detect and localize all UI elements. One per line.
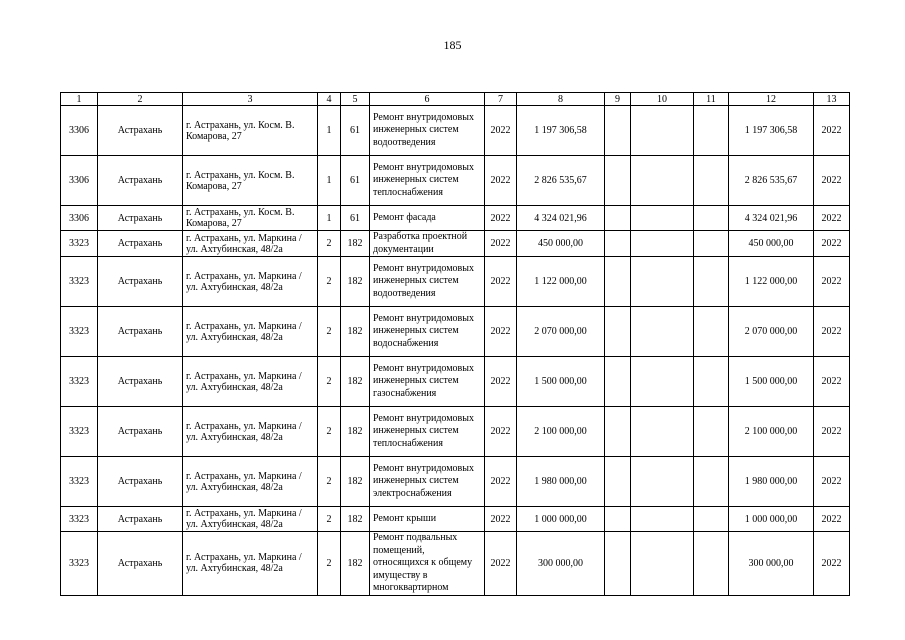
cell-address: г. Астрахань, ул. Косм. В. Комарова, 27	[183, 106, 318, 156]
cell-total: 1 197 306,58	[729, 106, 814, 156]
cell-col10	[631, 257, 694, 307]
cell-col11	[694, 106, 729, 156]
cell-col4: 1	[318, 156, 341, 206]
cell-completion-year: 2022	[814, 357, 850, 407]
cell-col4: 2	[318, 257, 341, 307]
cell-cost: 4 324 021,96	[517, 206, 605, 231]
cell-col10	[631, 457, 694, 507]
cell-col5: 182	[341, 407, 370, 457]
cell-col5: 182	[341, 457, 370, 507]
cell-object-id: 3323	[61, 507, 98, 532]
cell-municipality: Астрахань	[98, 231, 183, 257]
cell-col4: 2	[318, 231, 341, 257]
cell-municipality: Астрахань	[98, 532, 183, 596]
cell-object-id: 3323	[61, 457, 98, 507]
cell-cost: 1 500 000,00	[517, 357, 605, 407]
cell-address: г. Астрахань, ул. Маркина / ул. Ахтубинская, 48/2а	[183, 257, 318, 307]
cell-col4: 2	[318, 457, 341, 507]
column-header-7: 7	[485, 93, 517, 106]
cell-object-id: 3323	[61, 231, 98, 257]
cell-cost: 2 070 000,00	[517, 307, 605, 357]
column-header-1: 1	[61, 93, 98, 106]
table-body	[61, 106, 850, 596]
cell-col5: 182	[341, 257, 370, 307]
cell-address: г. Астрахань, ул. Косм. В. Комарова, 27	[183, 206, 318, 231]
cell-col11	[694, 231, 729, 257]
cell-work-type: Ремонт внутридомовых инженерных систем водоотведения	[370, 106, 485, 156]
cell-col11	[694, 206, 729, 231]
cell-total: 450 000,00	[729, 231, 814, 257]
cell-cost: 1 000 000,00	[517, 507, 605, 532]
column-header-10: 10	[631, 93, 694, 106]
cell-object-id: 3306	[61, 106, 98, 156]
cell-col4: 2	[318, 507, 341, 532]
cell-object-id: 3306	[61, 206, 98, 231]
cell-cost: 2 826 535,67	[517, 156, 605, 206]
cell-completion-year: 2022	[814, 532, 850, 596]
table-row	[61, 407, 850, 457]
cell-col9	[605, 532, 631, 596]
cell-col4: 1	[318, 106, 341, 156]
cell-municipality: Астрахань	[98, 407, 183, 457]
cell-col10	[631, 357, 694, 407]
page-number: 185	[443, 38, 462, 52]
cell-year: 2022	[485, 407, 517, 457]
cell-work-type: Разработка проектной документации	[370, 231, 485, 257]
cell-col5: 182	[341, 532, 370, 596]
cell-address: г. Астрахань, ул. Маркина / ул. Ахтубинская, 48/2а	[183, 532, 318, 596]
cell-work-type: Ремонт крыши	[370, 507, 485, 532]
cell-col5: 182	[341, 307, 370, 357]
cell-cost: 1 980 000,00	[517, 457, 605, 507]
cell-col10	[631, 231, 694, 257]
cell-col11	[694, 156, 729, 206]
cell-col10	[631, 307, 694, 357]
cell-object-id: 3323	[61, 407, 98, 457]
cell-col4: 1	[318, 206, 341, 231]
cell-year: 2022	[485, 457, 517, 507]
cell-year: 2022	[485, 357, 517, 407]
cell-year: 2022	[485, 231, 517, 257]
cell-completion-year: 2022	[814, 231, 850, 257]
cell-col9	[605, 106, 631, 156]
cell-col5: 182	[341, 231, 370, 257]
cell-cost: 450 000,00	[517, 231, 605, 257]
cell-col10	[631, 156, 694, 206]
cell-col10	[631, 507, 694, 532]
cell-total: 2 070 000,00	[729, 307, 814, 357]
cell-col4: 2	[318, 307, 341, 357]
cell-completion-year: 2022	[814, 156, 850, 206]
cell-col9	[605, 257, 631, 307]
cell-year: 2022	[485, 106, 517, 156]
cell-year: 2022	[485, 507, 517, 532]
cell-col5: 61	[341, 156, 370, 206]
cell-col5: 182	[341, 507, 370, 532]
cell-year: 2022	[485, 257, 517, 307]
table-row	[61, 106, 850, 156]
cell-col9	[605, 357, 631, 407]
cell-work-type: Ремонт внутридомовых инженерных систем газоснабжения	[370, 357, 485, 407]
cell-year: 2022	[485, 156, 517, 206]
cell-work-type: Ремонт фасада	[370, 206, 485, 231]
column-header-8: 8	[517, 93, 605, 106]
cell-municipality: Астрахань	[98, 357, 183, 407]
cell-municipality: Астрахань	[98, 156, 183, 206]
cell-col11	[694, 457, 729, 507]
column-header-4: 4	[318, 93, 341, 106]
cell-object-id: 3323	[61, 532, 98, 596]
cell-municipality: Астрахань	[98, 507, 183, 532]
cell-col4: 2	[318, 357, 341, 407]
cell-address: г. Астрахань, ул. Маркина / ул. Ахтубинская, 48/2а	[183, 457, 318, 507]
table-row	[61, 357, 850, 407]
cell-col11	[694, 357, 729, 407]
cell-cost: 1 197 306,58	[517, 106, 605, 156]
cell-total: 1 980 000,00	[729, 457, 814, 507]
cell-completion-year: 2022	[814, 407, 850, 457]
cell-col10	[631, 407, 694, 457]
cell-col10	[631, 106, 694, 156]
cell-col4: 2	[318, 532, 341, 596]
cell-municipality: Астрахань	[98, 257, 183, 307]
cell-col4: 2	[318, 407, 341, 457]
table-row	[61, 231, 850, 257]
cell-object-id: 3323	[61, 257, 98, 307]
column-header-13: 13	[814, 93, 850, 106]
cell-cost: 300 000,00	[517, 532, 605, 596]
table-row	[61, 206, 850, 231]
cell-completion-year: 2022	[814, 106, 850, 156]
cell-year: 2022	[485, 307, 517, 357]
cell-address: г. Астрахань, ул. Маркина / ул. Ахтубинская, 48/2а	[183, 507, 318, 532]
table-row	[61, 532, 850, 596]
cell-completion-year: 2022	[814, 307, 850, 357]
table-row	[61, 156, 850, 206]
column-header-9: 9	[605, 93, 631, 106]
cell-completion-year: 2022	[814, 257, 850, 307]
cell-work-type: Ремонт внутридомовых инженерных систем водоснабжения	[370, 307, 485, 357]
cell-col9	[605, 507, 631, 532]
cell-cost: 2 100 000,00	[517, 407, 605, 457]
cell-col10	[631, 206, 694, 231]
cell-col11	[694, 257, 729, 307]
cell-total: 2 826 535,67	[729, 156, 814, 206]
cell-col9	[605, 407, 631, 457]
cell-completion-year: 2022	[814, 507, 850, 532]
cell-total: 1 500 000,00	[729, 357, 814, 407]
cell-col11	[694, 532, 729, 596]
cell-total: 2 100 000,00	[729, 407, 814, 457]
cell-completion-year: 2022	[814, 457, 850, 507]
cell-col5: 182	[341, 357, 370, 407]
cell-col9	[605, 206, 631, 231]
cell-col9	[605, 307, 631, 357]
cell-total: 300 000,00	[729, 532, 814, 596]
table-row	[61, 257, 850, 307]
column-header-2: 2	[98, 93, 183, 106]
cell-col11	[694, 507, 729, 532]
column-header-6: 6	[370, 93, 485, 106]
cell-col9	[605, 457, 631, 507]
cell-work-type: Ремонт внутридомовых инженерных систем теплоснабжения	[370, 156, 485, 206]
cell-completion-year: 2022	[814, 206, 850, 231]
cell-municipality: Астрахань	[98, 307, 183, 357]
cell-work-type: Ремонт подвальных помещений, относящихся к общему имуществу в многоквартирном	[370, 532, 485, 596]
cell-address: г. Астрахань, ул. Маркина / ул. Ахтубинская, 48/2а	[183, 231, 318, 257]
cell-total: 1 122 000,00	[729, 257, 814, 307]
table-row	[61, 457, 850, 507]
cell-col9	[605, 231, 631, 257]
cell-municipality: Астрахань	[98, 106, 183, 156]
cell-object-id: 3323	[61, 357, 98, 407]
cell-year: 2022	[485, 206, 517, 231]
cell-work-type: Ремонт внутридомовых инженерных систем водоотведения	[370, 257, 485, 307]
cell-address: г. Астрахань, ул. Маркина / ул. Ахтубинская, 48/2а	[183, 407, 318, 457]
table-row	[61, 307, 850, 357]
cell-municipality: Астрахань	[98, 457, 183, 507]
cell-year: 2022	[485, 532, 517, 596]
cell-object-id: 3323	[61, 307, 98, 357]
table-row	[61, 507, 850, 532]
column-header-12: 12	[729, 93, 814, 106]
cell-col10	[631, 532, 694, 596]
repair-registry-table	[60, 92, 850, 596]
cell-address: г. Астрахань, ул. Маркина / ул. Ахтубинская, 48/2а	[183, 357, 318, 407]
cell-work-type: Ремонт внутридомовых инженерных систем электроснабжения	[370, 457, 485, 507]
cell-col11	[694, 407, 729, 457]
cell-col5: 61	[341, 106, 370, 156]
cell-total: 4 324 021,96	[729, 206, 814, 231]
cell-col11	[694, 307, 729, 357]
cell-object-id: 3306	[61, 156, 98, 206]
cell-col5: 61	[341, 206, 370, 231]
header-row	[61, 93, 850, 106]
cell-work-type: Ремонт внутридомовых инженерных систем теплоснабжения	[370, 407, 485, 457]
cell-cost: 1 122 000,00	[517, 257, 605, 307]
column-header-5: 5	[341, 93, 370, 106]
cell-col9	[605, 156, 631, 206]
cell-total: 1 000 000,00	[729, 507, 814, 532]
cell-municipality: Астрахань	[98, 206, 183, 231]
column-header-3: 3	[183, 93, 318, 106]
cell-address: г. Астрахань, ул. Маркина / ул. Ахтубинская, 48/2а	[183, 307, 318, 357]
column-header-11: 11	[694, 93, 729, 106]
cell-address: г. Астрахань, ул. Косм. В. Комарова, 27	[183, 156, 318, 206]
